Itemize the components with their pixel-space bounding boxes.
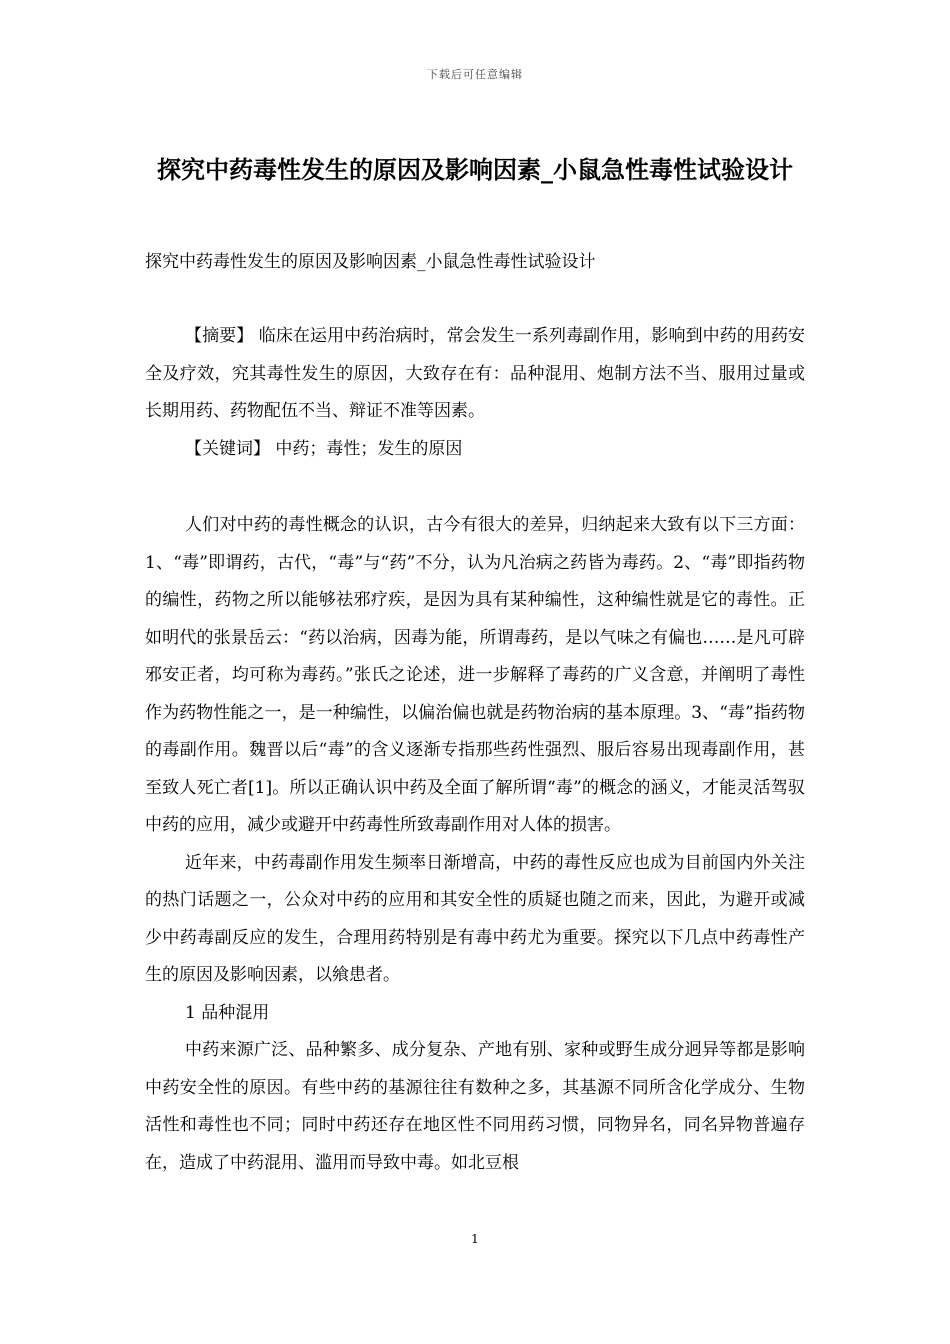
header-note: 下载后可任意编辑 [427, 68, 523, 81]
keywords-paragraph [145, 431, 805, 469]
main-body [145, 507, 805, 1182]
keywords-text: 中药；毒性；发生的原因 [275, 439, 463, 459]
page-number: 1 [471, 1232, 479, 1246]
body-paragraph: 中药来源广泛、品种繁多、成分复杂、产地有别、家种或野生成分迥异等都是影响中药安全性的原因。有些中药的基源往往有数种之多，其基源不同所含化学成分、生物活性和毒性也不同；同时中药还存在地区性不同用药习惯，同物异名，同名异物普遍存在，造成了中药混用、滥用而导致中毒。如北豆根 [145, 1040, 805, 1173]
body-paragraph: 近年来，中药毒副作用发生频率日渐增高，中药的毒性反应也成为目前国内外关注的热门话题之一，公众对中药的应用和其安全性的质疑也随之而来，因此，为避开或减少中药毒副反应的发生，合理用药特别是有毒中药尤为重要。探究以下几点中药毒性产生的原因及影响因素，以飨患者。 [145, 852, 805, 985]
abstract-label: 【摘要】 [185, 326, 254, 346]
abstract-text: 临床在运用中药治病时，常会发生一系列毒副作用，影响到中药的用药安全及疗效，究其毒性发生的原因，大致存在有：品种混用、炮制方法不当、服用过量或长期用药、药物配伍不当、辩证不准等因素。 [145, 326, 806, 421]
abstract-paragraph [145, 318, 805, 431]
body-paragraph: 人们对中药的毒性概念的认识，古今有很大的差异，归纳起来大致有以下三方面：1、“毒”即谓药，古代，“毒”与“药”不分，认为凡治病之药皆为毒药。2、“毒”即指药物的编性，药物之所以能够祛邪疗疾，是因为具有某种编性，这种编性就是它的毒性。正如明代的张景岳云：“药以治病，因毒为能，所谓毒药，是以气味之有偏也……是凡可辟邪安正者，均可称为毒药。”张氏之论述，进一步解释了毒药的广义含意，并阐明了毒性作为药物性能之一，是一种编性，以偏治偏也就是药物治病的基本原理。3、“毒”指药物的毒副作用。魏晋以后“毒”的含义逐渐专指那些药性强烈、服后容易出现毒副作用，甚至致人死亡者[1]。所以正确认识中药及全面了解所谓“毒”的概念的涵义，才能灵活驾驭中药的应用，减少或避开中药毒性所致毒副作用对人体的损害。 [145, 515, 805, 835]
section-heading: 1 品种混用 [185, 1002, 270, 1023]
document-subtitle: 探究中药毒性发生的原因及影响因素_小鼠急性毒性试验设计 [145, 252, 596, 272]
keywords-label: 【关键词】 [185, 439, 270, 459]
document-title: 探究中药毒性发生的原因及影响因素_小鼠急性毒性试验设计 [157, 156, 793, 184]
